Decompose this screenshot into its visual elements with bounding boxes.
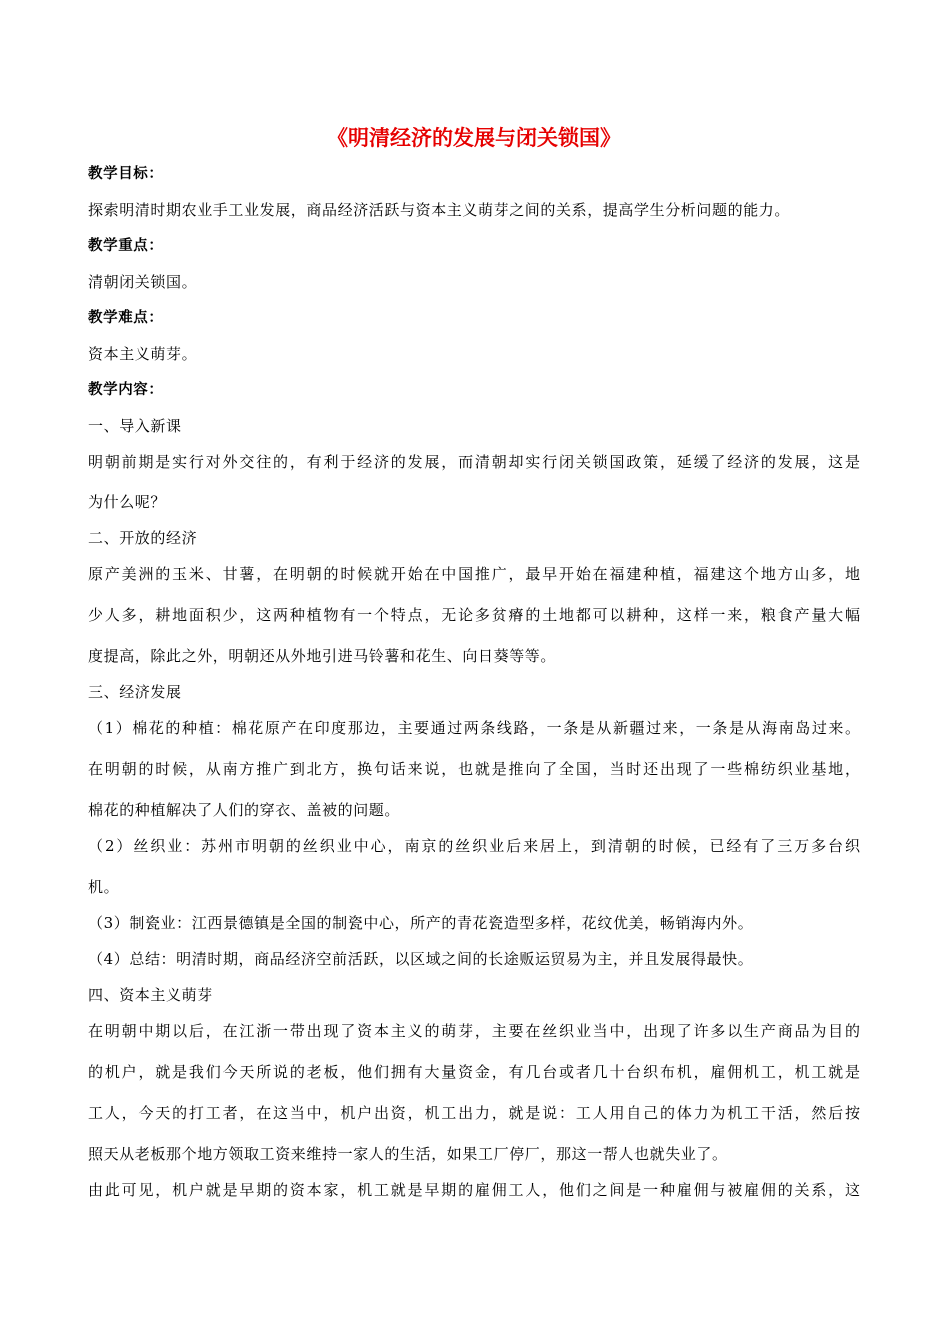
paragraph-line: 明朝前期是实行对外交往的，有利于经济的发展，而清朝却实行闭关锁国政策，延缓了经济的发展，这是: [88, 453, 860, 471]
part2-title: 二、开放的经济: [88, 529, 198, 547]
document-title: 《明清经济的发展与闭关锁国》: [327, 126, 621, 150]
paragraph-line: 为什么呢？: [88, 493, 167, 511]
paragraph-line: 少人多，耕地面积少，这两种植物有一个特点，无论多贫瘠的土地都可以耕种，这样一来，粮食产量大幅: [88, 606, 860, 624]
part4-title: 四、资本主义萌芽: [88, 986, 213, 1004]
section-heading-key-points: 教学重点：: [88, 238, 164, 254]
paragraph-line: （3）制瓷业：江西景德镇是全国的制瓷中心，所产的青花瓷造型多样，花纹优美，畅销海内外。: [88, 914, 754, 932]
section-body-key-points: 清朝闭关锁国。: [88, 273, 198, 291]
paragraph-line: 棉花的种植解决了人们的穿衣、盖被的问题。: [88, 801, 401, 819]
part3-title: 三、经济发展: [88, 683, 182, 701]
paragraph-line: 在明朝的时候，从南方推广到北方，换句话来说，也就是推向了全国，当时还出现了一些棉纺织业基地，: [88, 760, 860, 778]
paragraph-line: （4）总结：明清时期，商品经济空前活跃，以区域之间的长途贩运贸易为主，并且发展得最快。: [88, 950, 754, 968]
section-heading-objectives: 教学目标：: [88, 166, 164, 182]
paragraph-line: 在明朝中期以后，在江浙一带出现了资本主义的萌芽，主要在丝织业当中，出现了许多以生产商品为目的: [88, 1022, 860, 1040]
paragraph-line: 机。: [88, 878, 120, 896]
paragraph-line: 由此可见，机户就是早期的资本家，机工就是早期的雇佣工人，他们之间是一种雇佣与被雇佣的关系，这: [88, 1181, 860, 1199]
paragraph-line: 度提高，除此之外，明朝还从外地引进马铃薯和花生、向日葵等等。: [88, 647, 557, 665]
paragraph-line: （1）棉花的种植：棉花原产在印度那边，主要通过两条线路，一条是从新疆过来，一条是从海南岛过来。: [88, 719, 860, 737]
part1-title: 一、导入新课: [88, 417, 182, 435]
section-heading-content: 教学内容：: [88, 382, 164, 398]
section-heading-difficulties: 教学难点：: [88, 310, 164, 326]
paragraph-line: 的机户，就是我们今天所说的老板，他们拥有大量资金，有几台或者几十台织布机，雇佣机工，机工就是: [88, 1063, 860, 1081]
section-body-difficulties: 资本主义萌芽。: [88, 345, 198, 363]
paragraph-line: 原产美洲的玉米、甘薯，在明朝的时候就开始在中国推广，最早开始在福建种植，福建这个地方山多，地: [88, 565, 860, 583]
paragraph-line: （2）丝织业：苏州市明朝的丝织业中心，南京的丝织业后来居上，到清朝的时候，已经有了三万多台织: [88, 837, 860, 855]
section-body-objectives: 探索明清时期农业手工业发展，商品经济活跃与资本主义萌芽之间的关系，提高学生分析问题的能力。: [88, 201, 791, 219]
paragraph-line: 工人，今天的打工者，在这当中，机户出资，机工出力，就是说：工人用自己的体力为机工干活，然后按: [88, 1104, 860, 1122]
paragraph-line: 照天从老板那个地方领取工资来维持一家人的生活，如果工厂停厂，那这一帮人也就失业了。: [88, 1145, 728, 1163]
